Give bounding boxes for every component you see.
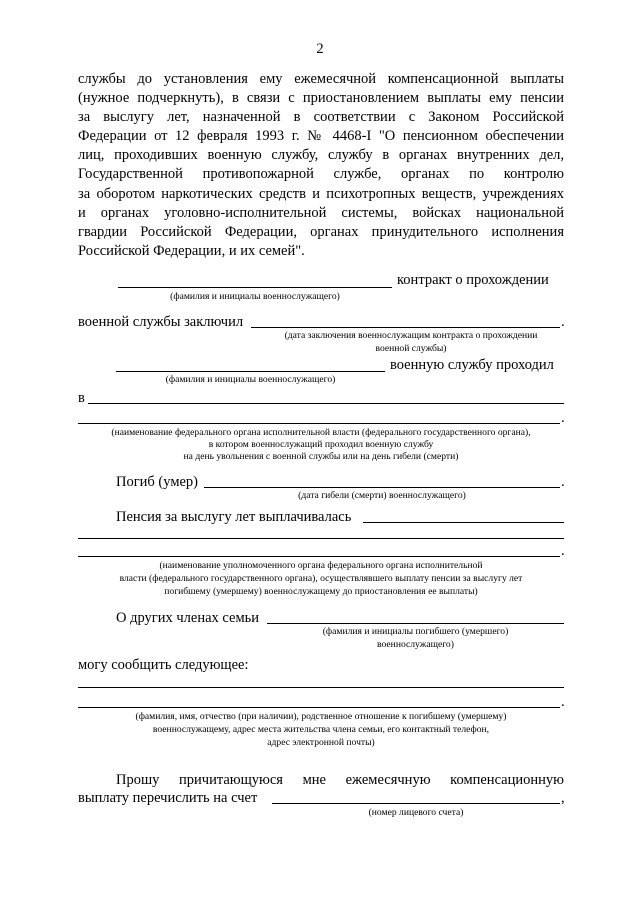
death-date-hint: (дата гибели (смерти) военнослужащего) [298,490,466,501]
pension-org-hint-2: власти (федерального государственного органа), осуществлявшего выплату пенсии за выслугу лет [119,573,523,584]
contract-date-hint-2: военной службы) [375,343,447,354]
contract-name-field[interactable] [118,287,392,288]
death-date-field[interactable] [204,487,560,488]
service-org-hint-2: в котором военнослужащий проходил военную службу [208,439,434,450]
intro-line: Российской Федерации, и их семей". [78,242,305,259]
request-line-2: выплату перечислить на счет [78,790,258,806]
intro-line: за оборотом наркотических средств и психотропных веществ, учреждениях [78,185,564,202]
contract-concluded-label: военной службы заключил [78,314,244,330]
service-org-field-2[interactable] [78,423,560,424]
death-label: Погиб (умер) [116,474,199,490]
intro-paragraph [78,70,564,261]
page-number: 2 [316,41,324,57]
account-comma: , [561,790,565,806]
pension-org-field-1[interactable] [363,522,564,523]
family-info-period: . [561,694,565,710]
pension-org-field-3[interactable] [78,556,560,557]
contract-date-field[interactable] [251,327,560,328]
service-org-hint-3: на день увольнения с военной службы или на день гибели (смерти) [183,451,459,462]
service-name-field[interactable] [116,371,385,372]
pension-label: Пенсия за выслугу лет выплачивалась [116,509,352,525]
family-label: О других членах семьи [116,610,259,626]
intro-line: лиц, проходивших военную службу, службу в органах внутренних дел, [78,147,564,164]
service-org-period: . [561,410,565,426]
service-org-field-1[interactable] [88,403,564,404]
death-date-period: . [561,474,565,490]
family-info-field-1[interactable] [78,687,564,688]
contract-date-hint-1: (дата заключения военнослужащим контракта о прохождении [284,330,538,341]
family-name-field[interactable] [267,623,564,624]
family-info-hint-1: (фамилия, имя, отчество (при наличии), родственное отношение к погибшему (умершему) [135,711,507,722]
intro-line: Федерации от 12 февраля 1993 г. № 4468-I "О пенсионном обеспечении [78,128,564,145]
contract-text: контракт о прохождении [397,272,549,288]
service-name-hint: (фамилия и инициалы военнослужащего) [165,374,336,385]
request-line-1: Прошу причитающуюся мне ежемесячную компенсационную [116,772,564,788]
pension-org-hint-1: (наименование уполномоченного органа федерального органа исполнительной [159,560,483,571]
intro-line: за выслугу лет, назначенной в соответствии с Законом Российской [78,109,564,126]
pension-org-hint-3: погибшему (умершему) военнослужащему до приостановления ее выплаты) [164,586,478,597]
service-text: военную службу проходил [390,357,554,373]
family-info-field-2[interactable] [78,707,560,708]
account-number-hint: (номер лицевого счета) [368,807,464,818]
pension-org-field-2[interactable] [78,538,564,539]
service-org-hint-1: (наименование федерального органа исполнительной власти (федерального государственного органа), [111,427,531,438]
service-prefix: в [78,390,85,406]
intro-line: Государственной противопожарной службе, органах по контролю [78,166,564,183]
family-report-label: могу сообщить следующее: [78,657,249,673]
family-info-hint-3: адрес электронной почты) [267,737,375,748]
pension-org-period: . [561,543,565,559]
family-name-hint-1: (фамилия и инициалы погибшего (умершего) [322,626,509,637]
intro-line: и органах уголовно-исполнительной системы, войсках национальной [78,204,564,221]
intro-line: гвардии Российской Федерации, органах принудительного исполнения [78,223,564,240]
intro-line: (нужное подчеркнуть), в связи с приостановлением выплаты ему пенсии [78,90,564,107]
family-info-hint-2: военнослужащему, адрес места жительства члена семьи, его контактный телефон, [152,724,490,735]
family-name-hint-2: военнослужащего) [377,639,454,650]
contract-name-hint: (фамилия и инициалы военнослужащего) [170,291,340,302]
contract-date-period: . [561,314,565,330]
account-number-field[interactable] [272,803,560,804]
intro-line: службы до установления ему ежемесячной компенсационной выплаты [78,71,564,87]
